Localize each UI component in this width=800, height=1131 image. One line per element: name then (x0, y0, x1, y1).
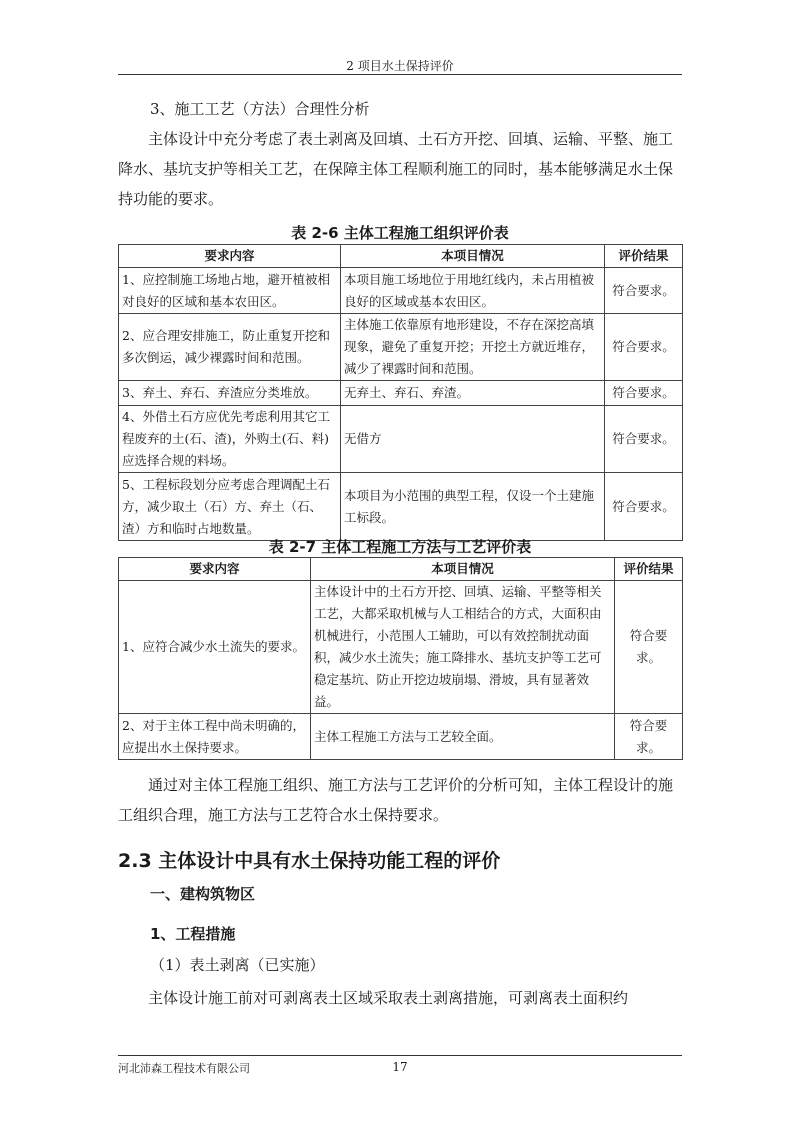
table-row (119, 714, 683, 760)
section-2-3-title: 2.3 主体设计中具有水土保持功能工程的评价 (118, 850, 501, 872)
table-row (119, 268, 683, 314)
column-header: 本项目情况 (341, 245, 605, 268)
table-cell: 主体工程施工方法与工艺较全面。 (311, 714, 615, 760)
table-cell: 1、应符合减少水土流失的要求。 (119, 581, 311, 714)
table-cell: 主体设计中的土石方开挖、回填、运输、平整等相关工艺，大都采取机械与人工相结合的方式，大面积由机械进行，小范围人工辅助，可以有效控制扰动面积，减少水土流失；施工降排水、基坑支护等工艺可稳定基坑、防止开挖边坡崩塌、滑坡，具有显著效益。 (311, 581, 615, 714)
table-cell: 符合要求。 (605, 406, 683, 473)
table-row (119, 381, 683, 406)
page-number: 17 (392, 1060, 408, 1074)
table-cell: 1、应控制施工场地占地，避开植被相对良好的区域和基本农田区。 (119, 268, 341, 314)
table-2-6 (118, 244, 683, 541)
table-cell: 无借方 (341, 406, 605, 473)
page-header: 2 项目水土保持评价 (346, 59, 454, 73)
column-header: 要求内容 (119, 245, 341, 268)
table-cell: 符合要求。 (605, 314, 683, 381)
conclusion-paragraph: 通过对主体工程施工组织、施工方法与工艺评价的分析可知，主体工程设计的施工组织合理，施工方法与工艺符合水土保持要求。 (118, 776, 674, 824)
table-header-row (119, 558, 683, 581)
column-header: 要求内容 (119, 558, 311, 581)
subsection-title: 一、建构筑物区 (150, 885, 256, 903)
section-heading: 3、施工工艺（方法）合理性分析 (150, 100, 370, 118)
table-cell: 2、应合理安排施工，防止重复开挖和多次倒运，减少裸露时间和范围。 (119, 314, 341, 381)
table-row (119, 314, 683, 381)
table-row (119, 406, 683, 473)
table-header-row (119, 245, 683, 268)
table-cell: 5、工程标段划分应考虑合理调配土石方，减少取土（石）方、弃土（石、渣）方和临时占地数量。 (119, 473, 341, 541)
column-header: 评价结果 (615, 558, 683, 581)
footer-company: 河北沛森工程技术有限公司 (118, 1062, 250, 1075)
section-paragraph: 主体设计施工前对可剥离表土区域采取表土剥离措施，可剥离表土面积约 (148, 989, 629, 1007)
table-cell: 符合要求。 (605, 473, 683, 541)
table-cell: 主体施工依靠原有地形建设，不存在深挖高填现象，避免了重复开挖；开挖土方就近堆存，减少了裸露时间和范围。 (341, 314, 605, 381)
table-cell: 3、弃土、弃石、弃渣应分类堆放。 (119, 381, 341, 406)
table-2-6-title: 表 2-6 主体工程施工组织评价表 (291, 224, 509, 242)
table-cell: 无弃土、弃石、弃渣。 (341, 381, 605, 406)
table-2-7-title: 表 2-7 主体工程施工方法与工艺评价表 (268, 538, 532, 556)
table-cell: 符合要求。 (605, 381, 683, 406)
header-rule (118, 74, 682, 75)
footer-rule (118, 1055, 682, 1056)
section-paragraph: 主体设计中充分考虑了表土剥离及回填、土石方开挖、回填、运输、平整、施工降水、基坑支护等相关工艺，在保障主体工程顺利施工的同时，基本能够满足水土保持功能的要求。 (118, 130, 674, 208)
table-cell: 本项目施工场地位于用地红线内，未占用植被良好的区域或基本农田区。 (341, 268, 605, 314)
table-cell: 本项目为小范围的典型工程，仅设一个土建施工标段。 (341, 473, 605, 541)
column-header: 评价结果 (605, 245, 683, 268)
table-row (119, 581, 683, 714)
subsection-title: 1、工程措施 (150, 925, 236, 943)
table-cell: 符合要求。 (605, 268, 683, 314)
column-header: 本项目情况 (311, 558, 615, 581)
item-heading: （1）表土剥离（已实施） (150, 956, 325, 974)
table-cell: 2、对于主体工程中尚未明确的，应提出水土保持要求。 (119, 714, 311, 760)
table-cell: 符合要求。 (615, 581, 683, 714)
table-cell: 符合要求。 (615, 714, 683, 760)
table-cell: 4、外借土石方应优先考虑利用其它工程废弃的土(石、渣)，外购土(石、料)应选择合规的料场。 (119, 406, 341, 473)
table-row (119, 473, 683, 541)
table-2-7 (118, 557, 683, 760)
